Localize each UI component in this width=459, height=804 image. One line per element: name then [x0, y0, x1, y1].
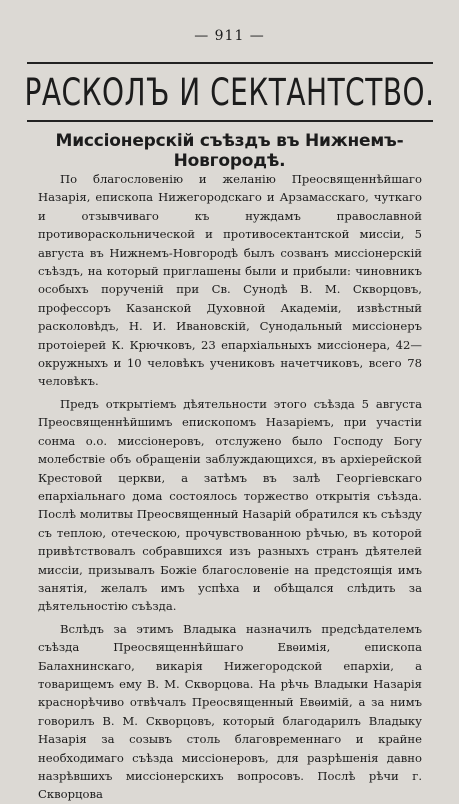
paragraph: Предъ открытіемъ дѣятельности этого съѣзда 5 августа Преосвященнѣйшимъ епископомъ Назаріемъ, при участіи сонма о.о. миссіонеровъ, отслужено было Господу Богу молебствіе объ обращеніи заблуждающихся, въ архіерейской Крестовой церкви, а затѣмъ въ залѣ Георгіевскаго епархіальнаго дома состоялось торжество открытія съѣзда. Послѣ молитвы Преосвященный Назарій обратился къ съѣзду съ теплою, отеческою, прочувствованною рѣчью, въ которой привѣтствовалъ собравшихся изъ разныхъ странъ дѣятелей миссіи, призывалъ Божіе благословеніе на предстоящія имъ занятія, желалъ имъ успѣха и обѣщался слѣдить за дѣятельностію съѣзда.	[38, 396, 422, 614]
article-body	[38, 170, 422, 804]
paragraph: По благословенію и желанію Преосвященнѣйшаго Назарія, епископа Нижегородскаго и Арзамасскаго, чуткаго и отзывчиваго къ нуждамъ православной противораскольнической и противосектантской миссіи, 5 августа въ Нижнемъ-Новгородѣ былъ созванъ миссіонерскій съѣздъ, на который приглашены были и прибыли: чиновникъ особыхъ порученій при Св. Сунодѣ В. М. Скворцовъ, профессоръ Казанской Духовной Академіи, извѣстный расколовѣдъ, Н. И. Ивановскій, Сунодальный миссіонеръ протоіерей К. Крючковъ, 23 епархіальныхъ миссіонера, 42—окружныхъ и 10 человѣкъ учениковъ начетчиковъ, всего 78 человѣкъ.	[38, 172, 422, 389]
article-title: Миссіонерскій съѣздъ въ Нижнемъ-Новгородѣ.	[55, 131, 404, 171]
header-rule-bottom	[27, 120, 433, 122]
page-number: — 911 —	[194, 28, 265, 44]
paragraph: Вслѣдъ за этимъ Владыка назначилъ предсѣдателемъ съѣзда Преосвященнѣйшаго Евѳимія, епископа Балахнинскаго, викарія Нижегородской епархіи, а товарищемъ ему В. М. Скворцова. На рѣчь Владыки Назарія краснорѣчиво отвѣчалъ Преосвященный Евѳимій, а за нимъ говорилъ В. М. Скворцовъ, который благодарилъ Владыку Назарія за созывъ столь благовременнаго и крайне необходимаго съѣзда миссіонеровъ, для разрѣшенія давно назрѣвшихъ миссіонерскихъ вопросовъ. Послѣ рѣчи г. Скворцова	[38, 621, 422, 802]
header-rule-top	[27, 62, 433, 64]
section-title: РАСКОЛЪ И СЕКТАНТСТВО.	[24, 70, 435, 115]
